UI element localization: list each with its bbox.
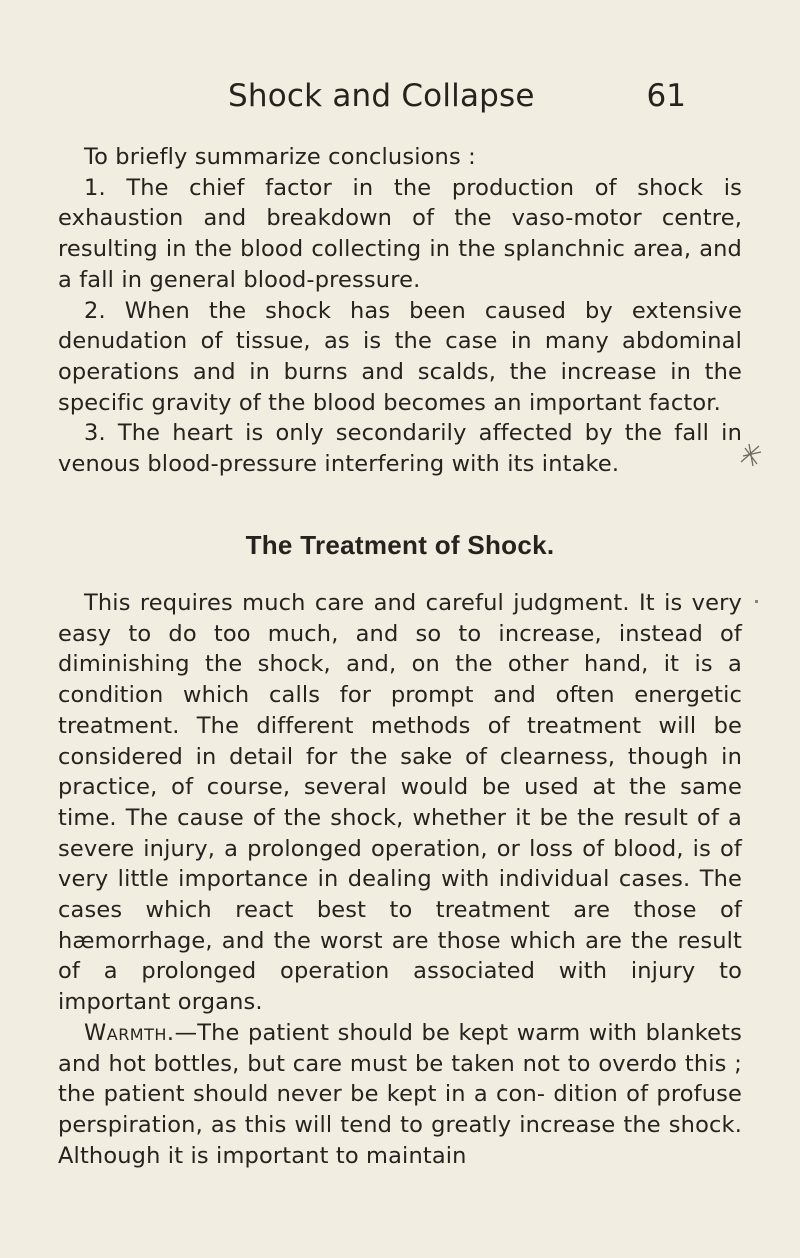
stray-mark-icon — [755, 600, 759, 604]
section-heading: The Treatment of Shock. — [245, 530, 555, 560]
running-title: Shock and Collapse — [228, 78, 535, 114]
conclusion-point-2: 2. When the shock has been caused by extensive denudation of tissue, as is the case in many abdominal operations and in burns and scalds, the increase in the specific gravity of the blood becomes an important factor. — [58, 297, 742, 416]
warmth-text: —The patient should be kept warm with blankets and hot bottles, but care must be taken not to overdo this ; the patient should never be kept in a con- dition of profuse perspiration, as this will tend to greatly increase the shock. Although it is important to maintain — [58, 1019, 742, 1169]
conclusions-block — [58, 142, 742, 480]
conclusion-point-3: 3. The heart is only secondarily affected by the fall in venous blood-pressure interfering with its intake. — [58, 420, 742, 478]
conclusion-point-1: 1. The chief factor in the production of shock is exhaustion and breakdown of the vaso-motor centre, resulting in the blood collecting in the splanchnic area, and a fall in general blood-pressure. — [58, 174, 742, 293]
page-number: 61 — [646, 78, 686, 114]
treatment-block — [58, 588, 742, 1171]
warmth-paragraph — [58, 1018, 742, 1172]
warmth-label: Warmth. — [84, 1019, 175, 1046]
conclusions-intro: To briefly summarize conclusions : — [84, 144, 476, 170]
pencil-mark-icon — [737, 440, 765, 468]
page-header — [0, 78, 800, 122]
treatment-paragraph: This requires much care and careful judgment. It is very easy to do too much, and so to increase, instead of diminishing the shock, and, on the other hand, it is a condition which calls for prompt and often energetic treatment. The different methods of treatment will be considered in detail for the sake of clearness, though in practice, of course, several would be used at the same time. The cause of the shock, whether it be the result of a severe injury, a prolonged operation, or loss of blood, is of very little importance in dealing with individual cases. The cases which react best to treatment are those of hæmorrhage, and the worst are those which are the result of a prolonged operation associated with injury to important organs. — [58, 590, 742, 1016]
